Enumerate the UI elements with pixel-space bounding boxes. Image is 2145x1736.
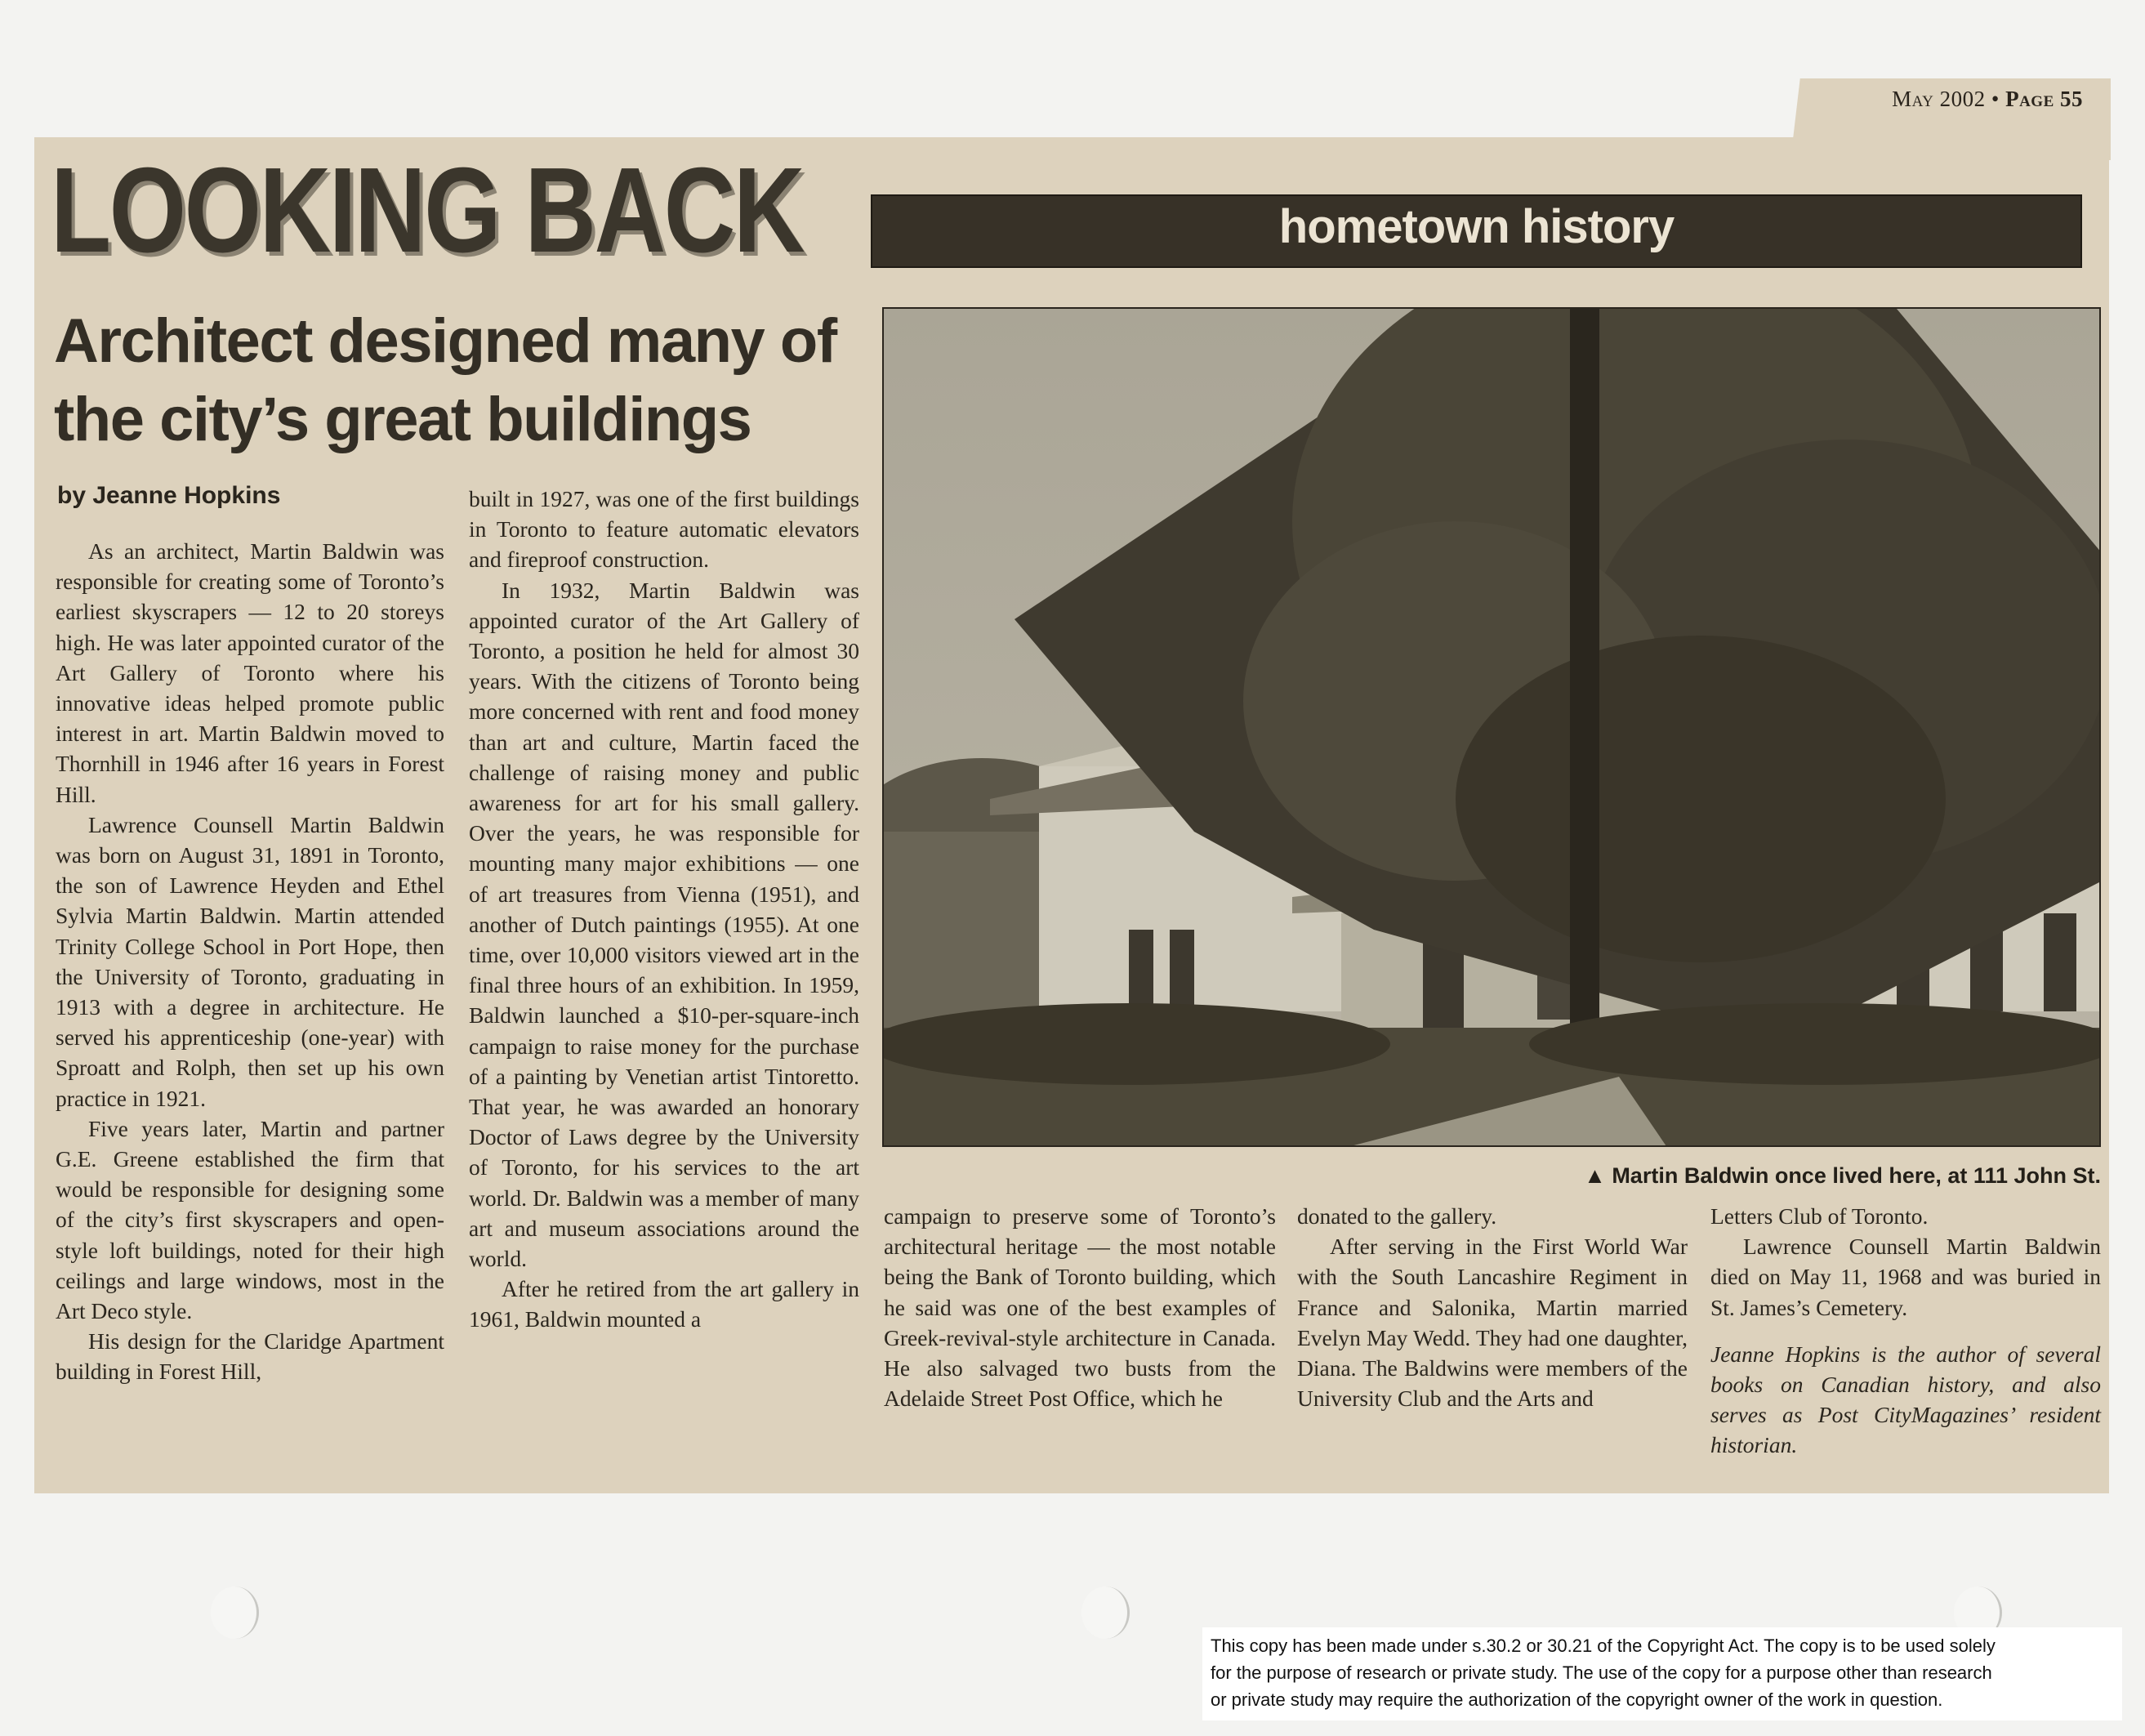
paragraph: After serving in the First World War with the South Lancashire Regiment in France and Salonika, Martin married Evelyn May Wedd. They had one daughter, Diana. The Baldwins were members of the University Club and the Arts and — [1297, 1234, 1688, 1412]
dateline — [1838, 87, 2083, 112]
paragraph: Lawrence Counsell Martin Baldwin died on May 11, 1968 and was buried in St. James’s Cemetery. — [1710, 1234, 2101, 1320]
section-bar — [871, 194, 2082, 268]
section-kicker: LOOKING BACK — [51, 143, 804, 278]
article-column-2 — [469, 484, 859, 1335]
article-column-1 — [56, 536, 444, 1387]
article-column-3 — [884, 1201, 1276, 1413]
paragraph: Letters Club of Toronto. — [1710, 1203, 1929, 1229]
section-label: hometown history — [1278, 200, 1675, 253]
house-photo — [882, 307, 2101, 1147]
paragraph: Five years later, Martin and partner G.E. Greene established the firm that would be responsible for designing some of the city’s first skyscrapers and open-style loft buildings, noted for their high ceilings and large windows, most in the Art Deco style. — [56, 1115, 444, 1324]
notice-line: for the purpose of research or private study. The use of the copy for a purpose other than research — [1211, 1662, 1992, 1683]
paragraph: Lawrence Counsell Martin Baldwin was born on August 31, 1891 in Toronto, the son of Lawrence Heyden and Ethel Sylvia Martin Baldwin. Martin attended Trinity College School in Port Hope, then the University of Toronto, graduating in 1913 with a degree in architecture. He served his apprenticeship (one-year) with Sproatt and Rolph, then set up his own practice in 1921. — [56, 811, 444, 1111]
paragraph: In 1932, Martin Baldwin was appointed curator of the Art Gallery of Toronto, a position he held for almost 30 years. With the citizens of Toronto being more concerned with rent and food money than art and culture, Martin faced the challenge of raising money and public awareness for art for his small gallery. Over the years, he was responsible for mounting many major exhibitions — one of art treasures from Vienna (1951), and another of Dutch paintings (1955). At one time, over 10,000 visitors viewed art in the final three hours of an exhibition. In 1959, Baldwin launched a $10-per-square-inch campaign to raise money for the purchase of a painting by Venetian artist Tintoretto. That year, he was awarded an honorary Doctor of Laws degree by the University of Toronto, for his services to the art world. Dr. Baldwin was a member of many art and museum associations around the world. — [469, 577, 859, 1272]
author-note: Jeanne Hopkins is the author of several books on Canadian history, and also serves as Post CityMagazines’ resident historian. — [1710, 1341, 2101, 1458]
copyright-notice — [1202, 1627, 2122, 1720]
paragraph: donated to the gallery. — [1297, 1203, 1497, 1229]
punch-hole — [1081, 1586, 1130, 1639]
notice-line: This copy has been made under s.30.2 or 30.21 of the Copyright Act. The copy is to be used solely — [1211, 1636, 1996, 1656]
house-photo-illustration — [884, 309, 2101, 1147]
article-column-4 — [1297, 1201, 1688, 1413]
page-number: Page 55 — [2005, 87, 2083, 111]
byline: by Jeanne Hopkins — [57, 482, 281, 509]
paragraph: As an architect, Martin Baldwin was responsible for creating some of Toronto’s earliest skyscrapers — 12 to 20 storeys high. He was later appointed curator of the Art Gallery of Toronto where his innovative ideas helped promote public interest in art. Martin Baldwin moved to Thornhill in 1946 after 16 years in Forest Hill. — [56, 538, 444, 807]
article-column-5 — [1710, 1201, 2101, 1461]
photo-caption: ▲ Martin Baldwin once lived here, at 111 John St. — [1584, 1163, 2101, 1188]
article-headline: Architect designed many of the city’s great buildings — [54, 306, 836, 454]
paragraph: built in 1927, was one of the first buildings in Toronto to feature automatic elevators and fireproof construction. — [469, 486, 859, 573]
paragraph: After he retired from the art gallery in 1961, Baldwin mounted a — [469, 1276, 859, 1332]
issue-date: May 2002 — [1892, 87, 1986, 111]
paragraph: campaign to preserve some of Toronto’s architectural heritage — the most notable being the Bank of Toronto building, which he said was one of the best examples of Greek-revival-style architecture in Canada. He also salvaged two busts from the Adelaide Street Post Office, which he — [884, 1203, 1276, 1412]
notice-line: or private study may require the authorization of the copyright owner of the work in question. — [1211, 1689, 1943, 1710]
punch-hole — [211, 1586, 259, 1639]
dateline-separator: • — [1991, 87, 2000, 111]
paragraph: His design for the Claridge Apartment building in Forest Hill, — [56, 1328, 444, 1385]
